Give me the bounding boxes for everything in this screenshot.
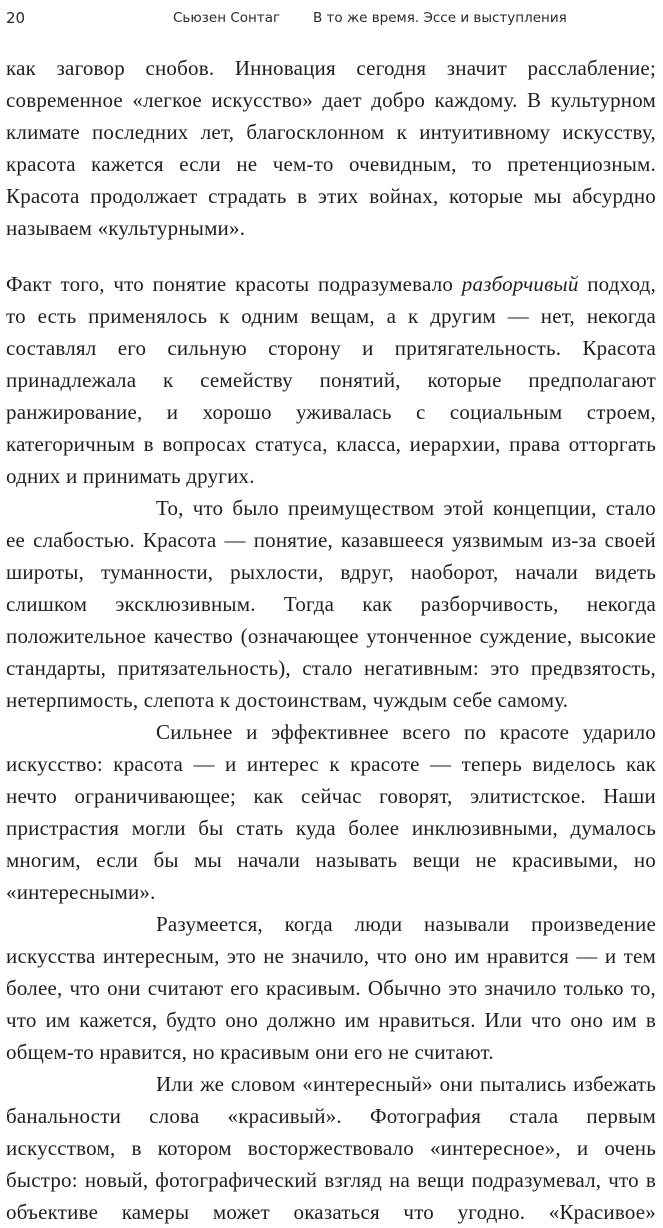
paragraph xyxy=(6,1068,656,1228)
paragraph-text: подход, то есть применялось к одним вещам, а к другим — нет, некогда составлял его сильную сторону и притягательность. Красота принадлежала к семейству понятий, которые предполагают ранжирование, и хорошо уживалась с социальным строем, категоричным в вопросах статуса, класса, иерархии, права отторгать одних и принимать других. xyxy=(6,272,656,488)
paragraph xyxy=(6,716,656,908)
emphasis-text: разборчивый xyxy=(461,272,579,296)
paragraph xyxy=(6,52,656,244)
paragraph xyxy=(6,492,656,716)
paragraph-text: Сильнее и эффективнее всего по красоте ударило искусство: красота — и интерес к красоте — теперь виделось как нечто ограничивающее; как сейчас говорят, элитистское. Наши пристрастия могли бы стать куда более инклюзивными, думалось многим, если бы мы начали называть вещи не красивыми, но «интересными». xyxy=(6,720,656,904)
paragraph-text: Разумеется, когда люди называли произведение искусства интересным, это не значило, что оно им нравится — и тем более, что они считают его красивым. Обычно это значило только то, что им кажется, будто оно должно им нравиться. Или что оно им в общем-то нравится, но красивым они его не считают. xyxy=(6,912,656,1064)
paragraph-text: То, что было преимуществом этой концепции, стало ее слабостью. Красота — понятие, казавшееся уязвимым из-за своей широты, туманности, рыхлости, вдруг, наоборот, начали видеть слишком эксклюзивным. Тогда как разборчивость, некогда положительное качество (означающее утонченное суждение, высокие стандарты, притязательность), стало негативным: это предвзятость, нетерпимость, слепота к достоинствам, чуждым себе самому. xyxy=(6,496,656,712)
paragraph xyxy=(6,268,656,492)
paragraph xyxy=(6,908,656,1068)
body-text xyxy=(6,52,656,1228)
header-author: Сьюзен Сонтаг xyxy=(173,10,281,26)
paragraph-text: Факт того, что понятие красоты подразумевало xyxy=(6,272,462,296)
running-header xyxy=(6,10,656,34)
header-book-title: В то же время. Эссе и выступления xyxy=(313,10,567,26)
page-number: 20 xyxy=(6,9,26,27)
paragraph-text: Или же словом «интересный» они пытались избежать банальности слова «красивый». Фотография стала первым искусством, в котором восторжествовало «интересное», и очень быстро: новый, фотографический взгляд на вещи подразумевал, что в объективе камеры может оказаться что угодно. «Красивое» xyxy=(6,1072,656,1224)
paragraph-text: как заговор снобов. Инновация сегодня значит расслабление; современное «легкое искусство» дает добро каждому. В культурном климате последних лет, благосклонном к интуитивному искусству, красота кажется если не чем-то очевидным, то претенциозным. Красота продолжает страдать в этих войнах, которые мы абсурдно называем «культурными». xyxy=(6,56,656,240)
